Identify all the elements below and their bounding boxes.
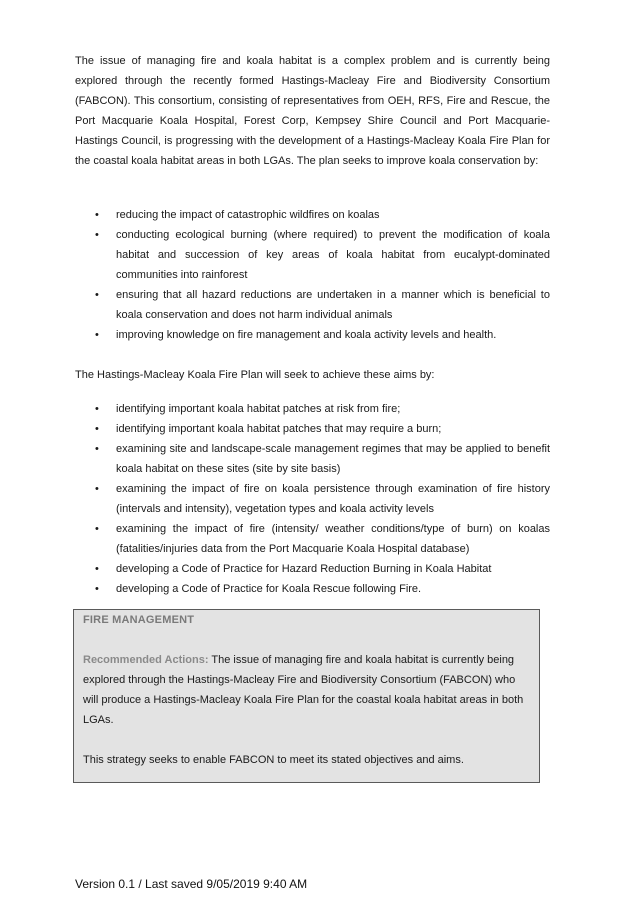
list-item: • improving knowledge on fire management and koala activity levels and health. [75,325,550,345]
recommended-actions-text: The issue of managing fire and koala habitat is currently being explored through the Hastings-Macleay Fire and Biodiversity Consortium (FABCON) who will produce a Hastings-Macleay Koala Fire Plan for the coastal koala habitat areas in both LGAs. [83,654,524,726]
list-item: • examining the impact of fire on koala persistence through examination of fire history (intervals and intensity), vegetation types and koala activity levels [75,479,550,519]
conservation-list [75,205,550,345]
fire-management-box [73,609,540,783]
list-item: • examining the impact of fire (intensity/ weather conditions/type of burn) on koalas (fatalities/injuries data from the Port Macquarie Koala Hospital database) [75,519,550,559]
list-item: • identifying important koala habitat patches that may require a burn; [75,419,550,439]
list-item: • conducting ecological burning (where required) to prevent the modification of koala habitat and succession of key areas of koala habitat from eucalypt-dominated communities into rainforest [75,225,550,285]
list-item: • developing a Code of Practice for Hazard Reduction Burning in Koala Habitat [75,559,550,579]
strategy-note: This strategy seeks to enable FABCON to meet its stated objectives and aims. [83,754,464,766]
list-item: • examining site and landscape-scale management regimes that may be applied to benefit koala habitat on these sites (site by site basis) [75,439,550,479]
box-title: FIRE MANAGEMENT [83,614,195,626]
list-item: • reducing the impact of catastrophic wildfires on koalas [75,205,550,225]
aims-intro-paragraph: The Hastings-Macleay Koala Fire Plan will seek to achieve these aims by: [75,369,435,381]
list-item: • identifying important koala habitat patches at risk from fire; [75,399,550,419]
list-item: • developing a Code of Practice for Koala Rescue following Fire. [75,579,550,599]
recommended-actions [83,650,533,730]
version-footer: Version 0.1 / Last saved 9/05/2019 9:40 AM [75,877,308,891]
recommended-actions-label: Recommended Actions: [83,654,209,666]
list-item: • ensuring that all hazard reductions are undertaken in a manner which is beneficial to koala conservation and does not harm individual animals [75,285,550,325]
intro-paragraph: The issue of managing fire and koala habitat is a complex problem and is currently being explored through the recently formed Hastings-Macleay Fire and Biodiversity Consortium (FABCON). This consortium, consisting of representatives from OEH, RFS, Fire and Rescue, the Port Macquarie Koala Hospital, Forest Corp, Kempsey Shire Council and Port Macquarie-Hastings Council, is progressing with the development of a Hastings-Macleay Koala Fire Plan for the coastal koala habitat areas in both LGAs. The plan seeks to improve koala conservation by: [75,55,550,167]
aims-list [75,399,550,599]
